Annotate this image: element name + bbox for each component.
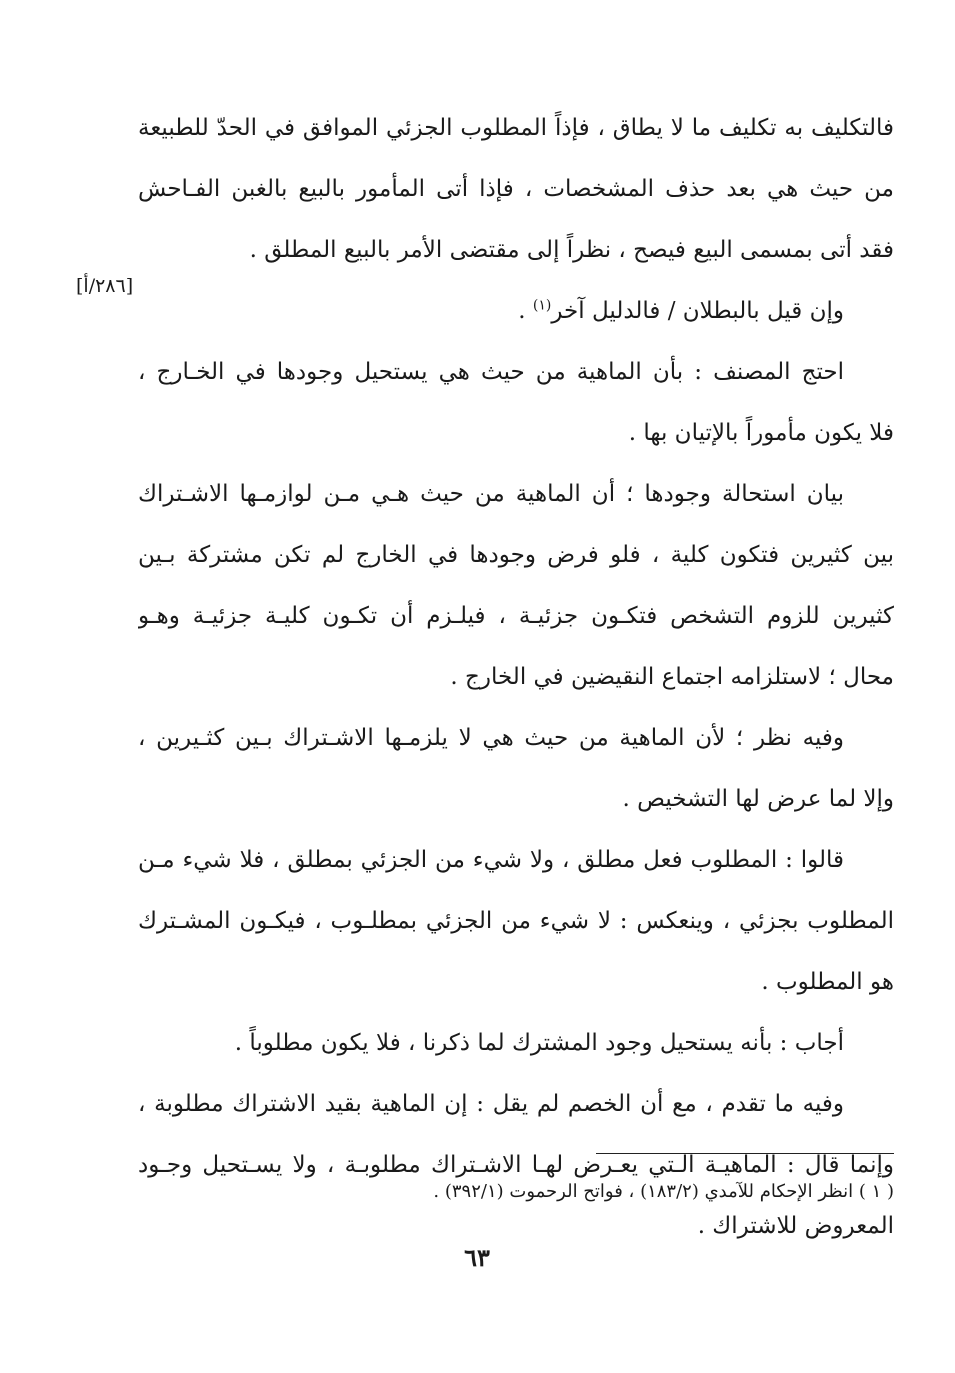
- text-line-content: وإن قيل بالبطلان / فالدليل آخر: [551, 298, 844, 324]
- text-line: هو المطلوب .: [761, 969, 894, 995]
- text-line: [138, 281, 894, 342]
- text-line: من حيث هي بعد حذف المشخصات ، فإذا أتى المأمور بالبيع بالغبن الفـاحش: [138, 176, 894, 202]
- text-line: المطلوب بجزئي ، وينعكس : لا شيء من الجزئي بمطلـوب ، فيكـون المشـترك: [138, 908, 894, 934]
- text-line: وفيه ما تقدم ، مع أن الخصم لم يقل : إن الماهية بقيد الاشتراك مطلوبة ،: [138, 1091, 844, 1117]
- text-line: فقد أتى بمسمى البيع فيصح ، نظراً إلى مقتضى الأمر بالبيع المطلق .: [249, 237, 894, 263]
- text-line: المعروض للاشتراك .: [697, 1213, 894, 1239]
- text-line: وإلا لما عرض لها التشخيص .: [622, 786, 894, 812]
- margin-folio-reference: [٢٨٦/أ]: [76, 275, 134, 297]
- footnote-divider: [596, 1153, 894, 1154]
- text-line: وفيه نظر ؛ لأن الماهية من حيث هي لا يلزمـها الاشـتراك بـين كثـيرين ،: [138, 725, 844, 751]
- footnote: ( ١ ) انظر الإحكام للآمدي (١٨٣/٢) ، فواتح الرحموت (٣٩٢/١) .: [433, 1181, 894, 1202]
- text-line: كثيرين للزوم التشخص فتكـون جزئيـة ، فيلـزم أن تكـون كليـة جزئيـة وهـو: [138, 603, 894, 629]
- page-number: ٦٣: [464, 1243, 490, 1272]
- text-line: بين كثيرين فتكون كلية ، فلو فرض وجودها في الخارج لم تكن مشتركة بـين: [138, 542, 894, 568]
- text-line: فلا يكون مأموراً بالإتيان بها .: [628, 420, 894, 446]
- text-line: احتج المصنف : بأن الماهية من حيث هي يستحيل وجودها في الخـارج ،: [138, 359, 844, 385]
- text-line: وإنما قال : الماهيـة الـتي يعـرض لهـا الاشـتراك مطلوبـة ، ولا يسـتحيل وجـود: [138, 1152, 894, 1178]
- text-line: محال ؛ لاستلزامه اجتماع النقيضين في الخارج .: [450, 664, 894, 690]
- text-line-end: .: [518, 298, 533, 324]
- text-line: قالوا : المطلوب فعل مطلق ، ولا شيء من الجزئي بمطلق ، فلا شيء مـن: [138, 847, 844, 873]
- text-line: بيان استحالة وجودها ؛ أن الماهية من حيث هـي مـن لوازمـها الاشـتراك: [138, 481, 844, 507]
- text-line: فالتكليف به تكليف ما لا يطاق ، فإذاً المطلوب الجزئي الموافق في الحدّ للطبيعة: [138, 115, 894, 141]
- text-line: أجاب : بأنه يستحيل وجود المشترك لما ذكرنا ، فلا يكون مطلوباً .: [234, 1030, 844, 1056]
- main-text: [138, 98, 894, 1257]
- footnote-marker: (١): [532, 297, 552, 314]
